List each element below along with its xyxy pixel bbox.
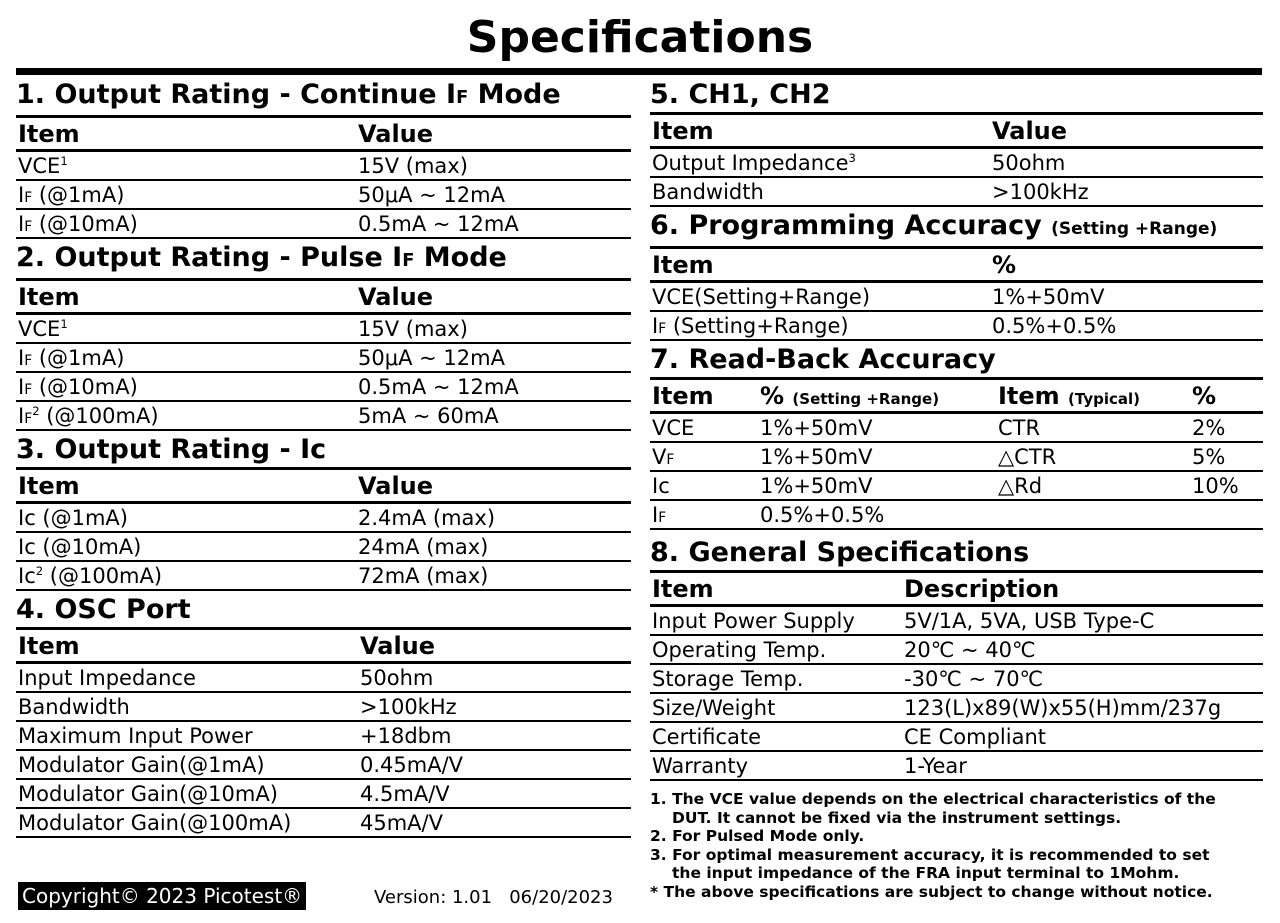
row-value: 50ohm bbox=[990, 148, 1263, 178]
row-value: 24mA (max) bbox=[356, 532, 631, 561]
table-row bbox=[16, 532, 631, 561]
row-value: >100kHz bbox=[990, 177, 1263, 206]
table-row bbox=[16, 663, 631, 693]
row-item: Storage Temp. bbox=[650, 664, 902, 693]
section-4-table bbox=[16, 627, 631, 838]
table-row bbox=[650, 471, 1263, 500]
table-row bbox=[650, 500, 1263, 529]
section-2-title: 2. Output Rating - Pulse IF Mode bbox=[16, 242, 507, 273]
row-item: Operating Temp. bbox=[650, 635, 902, 664]
row-item: VF bbox=[650, 442, 758, 471]
row-value: 50ohm bbox=[358, 663, 631, 693]
table-row bbox=[650, 177, 1263, 206]
row-value: 1%+50mV bbox=[758, 471, 996, 500]
table-row bbox=[16, 314, 631, 344]
row-value: 45mA/V bbox=[358, 808, 631, 837]
table-row bbox=[16, 779, 631, 808]
header-value: Value bbox=[356, 117, 631, 151]
row-item: $IF^2$ (@100mA) bbox=[16, 401, 356, 430]
row-value: 1%+50mV bbox=[990, 282, 1263, 312]
section-4-title: 4. OSC Port bbox=[16, 594, 191, 625]
section-1-title: 1. Output Rating - Continue IF Mode bbox=[16, 79, 561, 110]
table-header-row bbox=[650, 114, 1263, 148]
row-item: VCE bbox=[650, 413, 758, 443]
row-value: 15V (max) bbox=[356, 314, 631, 344]
table-row bbox=[16, 750, 631, 779]
version-date: Version: 1.01 06/20/2023 bbox=[374, 887, 613, 908]
row-item-typical: CTR bbox=[996, 413, 1190, 443]
table-row bbox=[650, 635, 1263, 664]
row-value: 2.4mA (max) bbox=[356, 503, 631, 533]
row-item-typical: △Rd bbox=[996, 471, 1190, 500]
table-row bbox=[650, 311, 1263, 340]
section-2-table bbox=[16, 278, 631, 431]
row-item: VCE(Setting+Range) bbox=[650, 282, 990, 312]
copyright-badge: Copyright© 2023 Picotest® bbox=[18, 882, 306, 910]
header-item: Item bbox=[16, 629, 358, 663]
table-header-row bbox=[16, 469, 631, 503]
row-value: CE Compliant bbox=[902, 722, 1263, 751]
section-6-title: 6. Programming Accuracy (Setting +Range) bbox=[650, 210, 1218, 241]
section-3-title: 3. Output Rating - Ic bbox=[16, 434, 327, 465]
table-row bbox=[16, 343, 631, 372]
table-row bbox=[650, 606, 1263, 636]
header-description: Description bbox=[902, 572, 1263, 606]
table-row bbox=[650, 282, 1263, 312]
table-row bbox=[16, 209, 631, 238]
table-header-row bbox=[650, 572, 1263, 606]
row-value: >100kHz bbox=[358, 692, 631, 721]
row-item: Bandwidth bbox=[650, 177, 990, 206]
row-value: -30℃ ~ 70℃ bbox=[902, 664, 1263, 693]
row-value: 123(L)x89(W)x55(H)mm/237g bbox=[902, 693, 1263, 722]
footnote-1-continued: DUT. It cannot be fixed via the instrument settings. bbox=[672, 808, 1122, 827]
row-item: IF (@1mA) bbox=[16, 180, 356, 209]
row-item: Warranty bbox=[650, 751, 902, 780]
row-percent: 2% bbox=[1190, 413, 1263, 443]
header-percent-setting: % (Setting +Range) bbox=[758, 379, 996, 413]
row-item-typical bbox=[996, 500, 1190, 529]
row-value: 50μA ~ 12mA bbox=[356, 180, 631, 209]
row-item: Ic bbox=[650, 471, 758, 500]
row-value: 0.5mA ~ 12mA bbox=[356, 209, 631, 238]
footnote-2: 2. For Pulsed Mode only. bbox=[650, 827, 865, 845]
header-value: Value bbox=[356, 280, 631, 314]
header-value: Value bbox=[358, 629, 631, 663]
row-item: Ic (@10mA) bbox=[16, 532, 356, 561]
footnotes bbox=[650, 790, 1278, 901]
section-8-title: 8. General Specifications bbox=[650, 537, 1030, 568]
row-item: Input Impedance bbox=[16, 663, 358, 693]
table-row bbox=[650, 751, 1263, 780]
table-row bbox=[16, 721, 631, 750]
left-column bbox=[16, 78, 631, 838]
header-percent: % bbox=[1190, 379, 1263, 413]
row-value: 50μA ~ 12mA bbox=[356, 343, 631, 372]
section-1-table bbox=[16, 115, 631, 239]
row-value: 15V (max) bbox=[356, 151, 631, 181]
row-value: 0.45mA/V bbox=[358, 750, 631, 779]
table-row bbox=[16, 372, 631, 401]
header-value: Value bbox=[356, 469, 631, 503]
table-row bbox=[650, 413, 1263, 443]
footnote-3-continued: the input impedance of the FRA input terminal to 1Mohm. bbox=[672, 864, 1180, 882]
row-item: Bandwidth bbox=[16, 692, 358, 721]
header-item: Item bbox=[16, 117, 356, 151]
footnote-3: 3. For optimal measurement accuracy, it is recommended to set bbox=[650, 845, 1210, 864]
table-row bbox=[16, 808, 631, 837]
section-5-table bbox=[650, 112, 1263, 207]
table-header-row bbox=[650, 379, 1263, 413]
table-header-row bbox=[650, 248, 1263, 282]
row-value: 5mA ~ 60mA bbox=[356, 401, 631, 430]
table-row bbox=[650, 442, 1263, 471]
page-title: Specifications bbox=[466, 12, 814, 63]
row-item: Input Power Supply bbox=[650, 606, 902, 636]
table-header-row bbox=[16, 629, 631, 663]
row-value: 4.5mA/V bbox=[358, 779, 631, 808]
table-row bbox=[650, 722, 1263, 751]
table-header-row bbox=[16, 117, 631, 151]
row-item: VCE$^1$ bbox=[16, 314, 356, 344]
table-header-row bbox=[16, 280, 631, 314]
header-item: Item bbox=[650, 379, 758, 413]
row-item: IF (@10mA) bbox=[16, 372, 356, 401]
table-row bbox=[16, 561, 631, 590]
table-row bbox=[16, 151, 631, 181]
title-divider bbox=[16, 68, 1262, 75]
row-item: IF bbox=[650, 500, 758, 529]
footnote-1: 1. The VCE value depends on the electrical characteristics of the bbox=[650, 790, 1216, 808]
row-item: Modulator Gain(@100mA) bbox=[16, 808, 358, 837]
row-value: 0.5%+0.5% bbox=[990, 311, 1263, 340]
row-item: Maximum Input Power bbox=[16, 721, 358, 750]
row-value: 72mA (max) bbox=[356, 561, 631, 590]
table-row bbox=[16, 180, 631, 209]
row-value: 5V/1A, 5VA, USB Type-C bbox=[902, 606, 1263, 636]
row-item: Ic (@1mA) bbox=[16, 503, 356, 533]
row-item: IF (Setting+Range) bbox=[650, 311, 990, 340]
header-percent: % bbox=[990, 248, 1263, 282]
row-item-typical: △CTR bbox=[996, 442, 1190, 471]
section-6-table bbox=[650, 246, 1263, 341]
table-row bbox=[16, 503, 631, 533]
table-row bbox=[650, 693, 1263, 722]
row-item: Size/Weight bbox=[650, 693, 902, 722]
header-item: Item bbox=[650, 248, 990, 282]
row-item: Modulator Gain(@10mA) bbox=[16, 779, 358, 808]
footnote-disclaimer: * The above specifications are subject to change without notice. bbox=[650, 882, 1213, 901]
header-item: Item bbox=[650, 572, 902, 606]
row-item: Certificate bbox=[650, 722, 902, 751]
header-item-typical: Item (Typical) bbox=[996, 379, 1190, 413]
section-5-title: 5. CH1, CH2 bbox=[650, 79, 831, 110]
section-7-table bbox=[650, 377, 1263, 530]
section-8-table bbox=[650, 570, 1263, 781]
row-value: 0.5%+0.5% bbox=[758, 500, 996, 529]
section-7-title: 7. Read-Back Accuracy bbox=[650, 344, 996, 375]
row-item: IF (@1mA) bbox=[16, 343, 356, 372]
row-value: 20℃ ~ 40℃ bbox=[902, 635, 1263, 664]
table-row bbox=[650, 148, 1263, 178]
row-percent: 10% bbox=[1190, 471, 1263, 500]
row-item: Ic$^2$ (@100mA) bbox=[16, 561, 356, 590]
row-value: 0.5mA ~ 12mA bbox=[356, 372, 631, 401]
row-item: Modulator Gain(@1mA) bbox=[16, 750, 358, 779]
row-percent: 5% bbox=[1190, 442, 1263, 471]
row-value: 1-Year bbox=[902, 751, 1263, 780]
header-value: Value bbox=[990, 114, 1263, 148]
table-row bbox=[16, 401, 631, 430]
table-row bbox=[650, 664, 1263, 693]
row-percent bbox=[1190, 500, 1263, 529]
section-3-table bbox=[16, 467, 631, 591]
header-item: Item bbox=[16, 469, 356, 503]
row-value: 1%+50mV bbox=[758, 413, 996, 443]
header-item: Item bbox=[16, 280, 356, 314]
header-item: Item bbox=[650, 114, 990, 148]
row-item: IF (@10mA) bbox=[16, 209, 356, 238]
right-column bbox=[650, 78, 1263, 781]
row-value: +18dbm bbox=[358, 721, 631, 750]
row-value: 1%+50mV bbox=[758, 442, 996, 471]
row-item: VCE$^1$ bbox=[16, 151, 356, 181]
row-item: Output Impedance$^3$ bbox=[650, 148, 990, 178]
table-row bbox=[16, 692, 631, 721]
